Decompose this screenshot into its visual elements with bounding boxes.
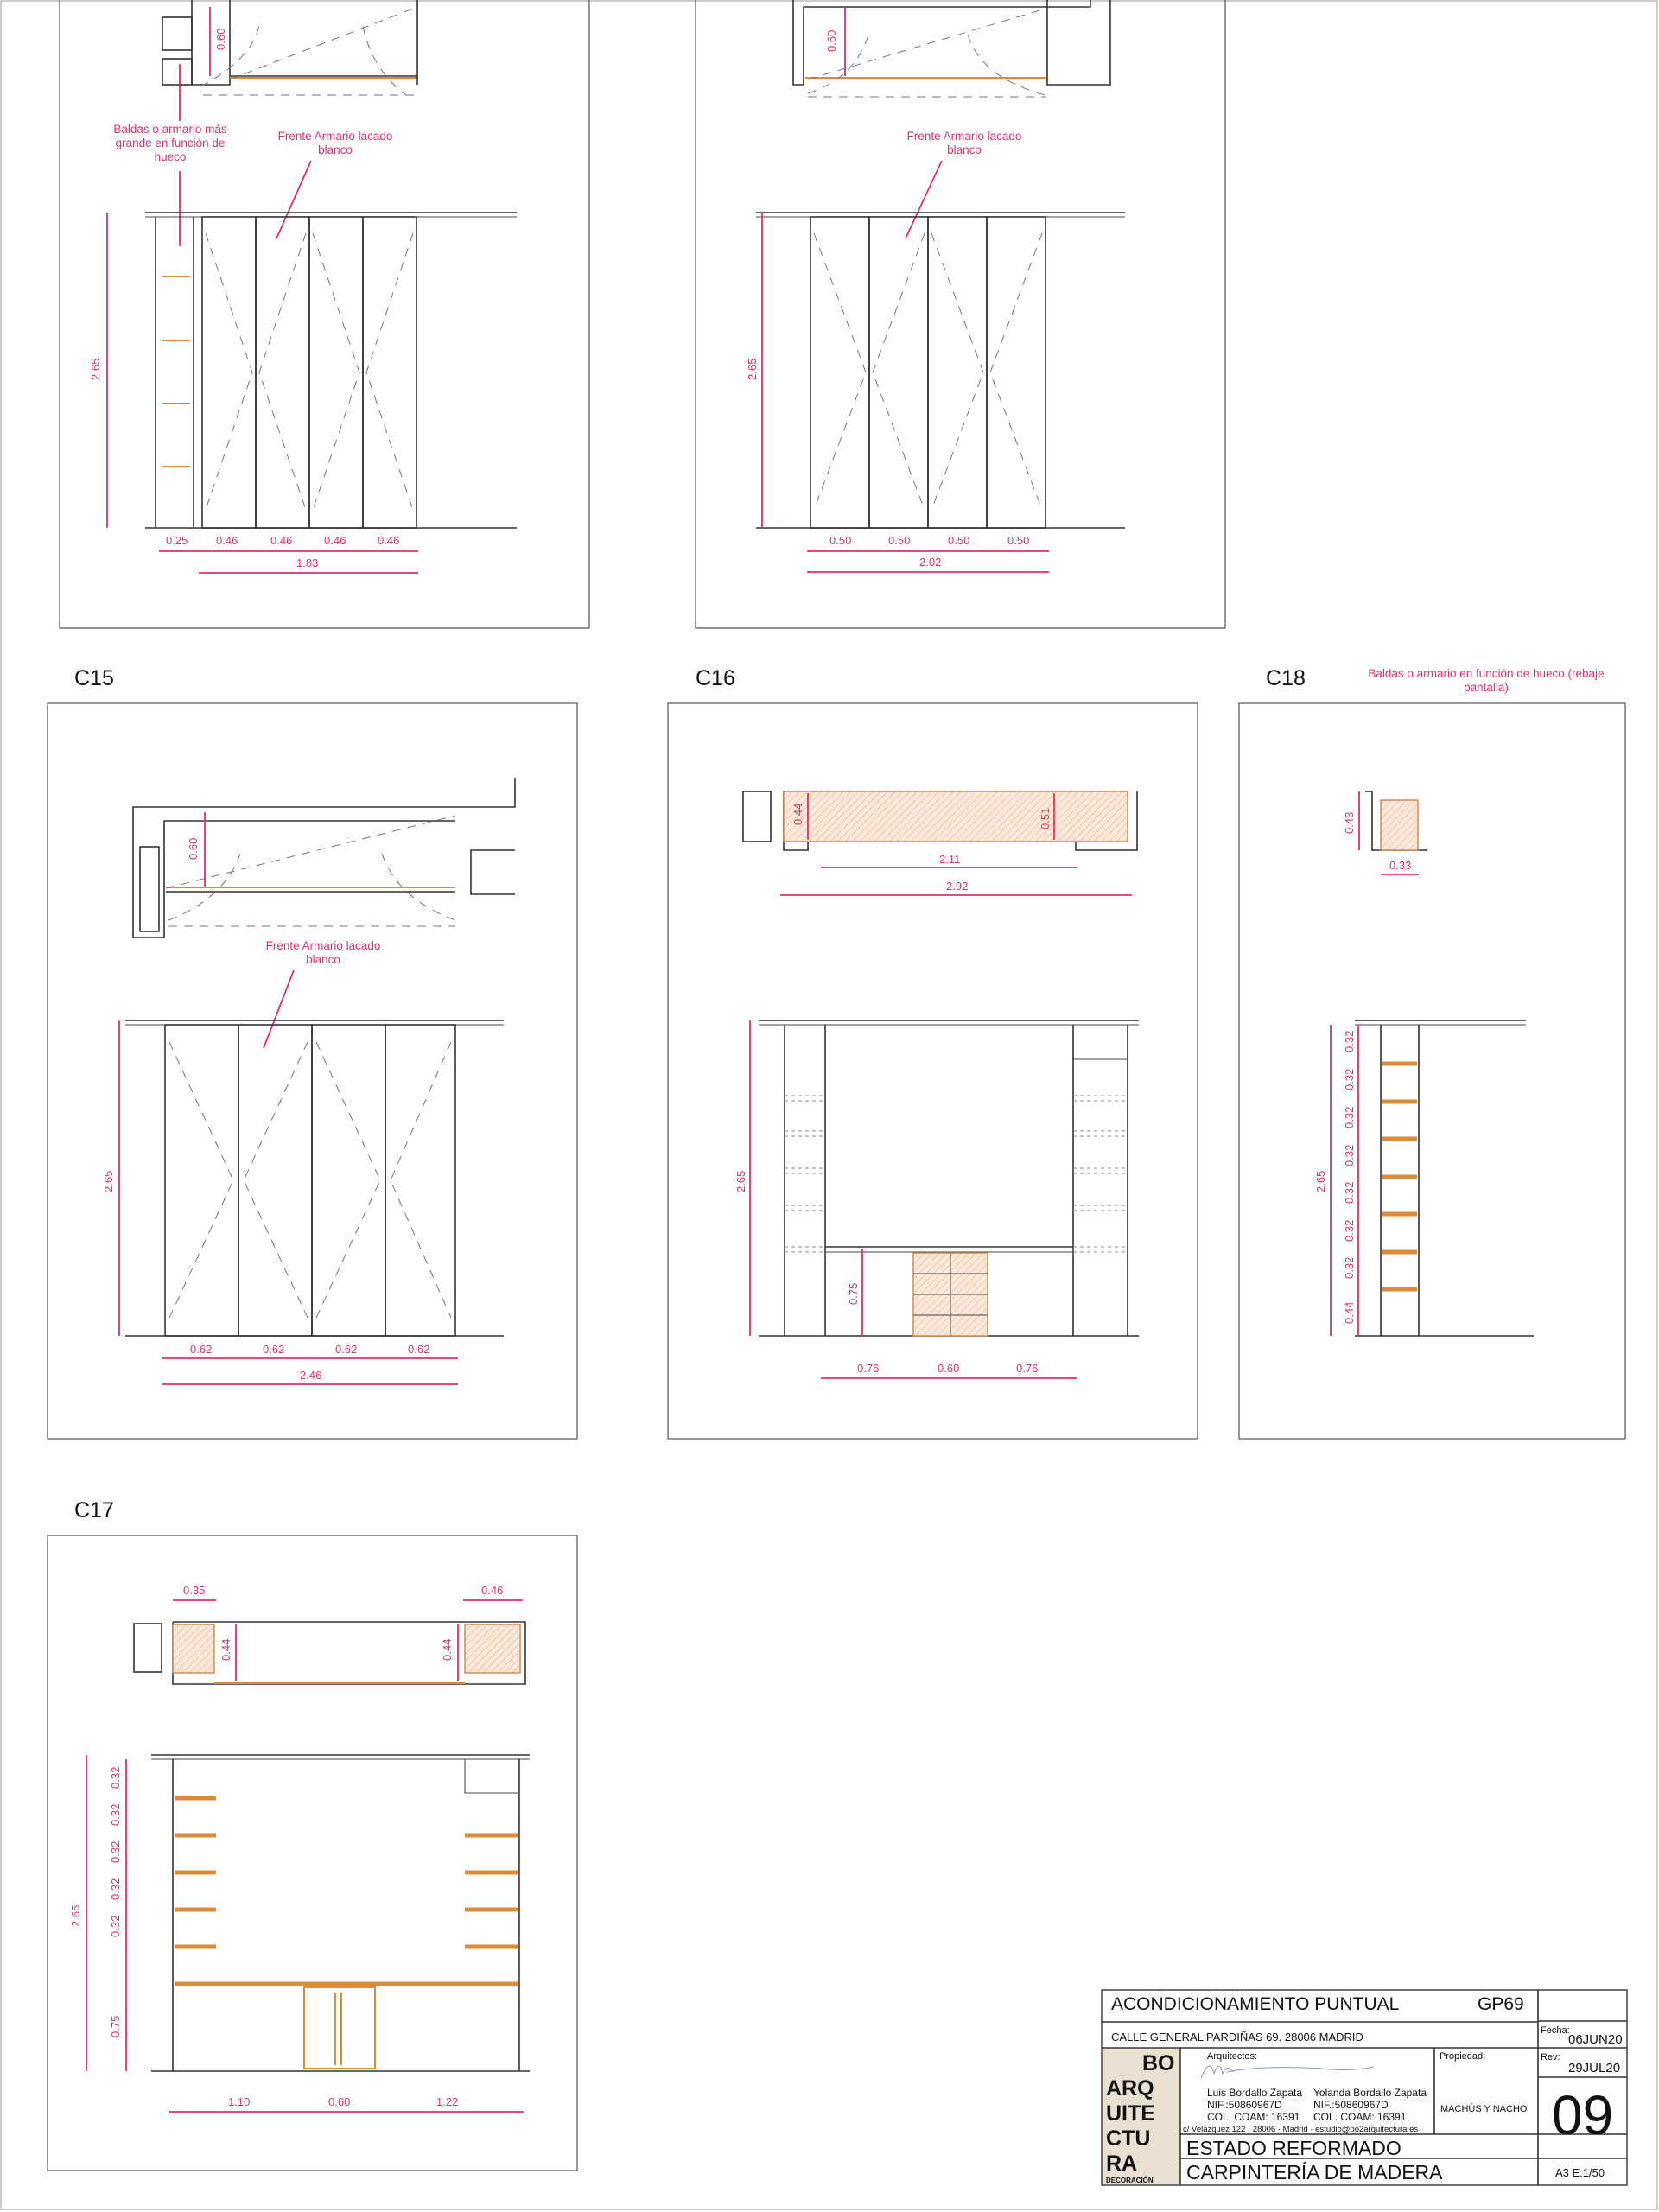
dimension-label: 0.44 [219, 1638, 232, 1661]
dimension-label: 0.62 [263, 1343, 285, 1356]
dimension-label: 0.50 [830, 534, 852, 547]
dimension-label: 0.60 [214, 28, 227, 50]
rev-label: Rev: [1541, 2052, 1560, 2063]
project-code: GP69 [1478, 1994, 1524, 2014]
dimension-label: 0.32 [109, 1803, 122, 1826]
svg-text:DECORACIÓN: DECORACIÓN [1106, 2177, 1154, 2184]
architect2-name: Yolanda Bordallo Zapata [1313, 2087, 1427, 2099]
drawing-subtitle: ESTADO REFORMADO [1186, 2137, 1402, 2159]
dimension-label: 2.65 [102, 1170, 115, 1192]
architect1-nif: NIF.:50860967D [1207, 2099, 1282, 2111]
dimension-label: 0.35 [183, 1584, 206, 1597]
dimension-label: 0.32 [1343, 1181, 1356, 1204]
panel-title: C16 [696, 666, 735, 690]
door-front [202, 217, 416, 528]
dimension-label: 0.75 [109, 2015, 122, 2037]
dimension-label: 0.76 [1016, 1362, 1039, 1375]
dimension-label: 0.32 [109, 1766, 122, 1789]
sheet-border [1, 1, 1657, 2209]
svg-text:UITE: UITE [1106, 2101, 1155, 2126]
dimension-label: 2.02 [919, 556, 942, 569]
panel-title: C18 [1266, 666, 1306, 690]
dimension-label: 0.50 [1007, 534, 1030, 547]
plan-hatch [1381, 800, 1418, 850]
panel-c15 [48, 666, 577, 1439]
plan-column [134, 1624, 162, 1672]
plan-column [162, 17, 192, 50]
dimension-label: 0.60 [187, 837, 200, 860]
dimension-label: 0.32 [1343, 1068, 1356, 1090]
note-label: blanco [318, 143, 353, 156]
dimension-label: 0.46 [216, 534, 238, 547]
dimension-label: 0.46 [481, 1584, 504, 1597]
architect1-col: COL. COAM: 16391 [1207, 2111, 1300, 2123]
panel-title: C17 [74, 1498, 114, 1522]
contact: c/ Velázquez 122 · 28006 · Madrid · estudio@bo2arquitectura.es [1183, 2125, 1419, 2134]
dimension-label: 0.75 [847, 1282, 860, 1305]
drawing-subtitle: CARPINTERÍA DE MADERA [1186, 2161, 1443, 2183]
note-label: Baldas o armario más [113, 123, 227, 136]
dimension-label: 2.65 [746, 358, 759, 380]
dimension-label: 0.32 [1343, 1256, 1356, 1279]
dimension-label: 0.62 [408, 1343, 430, 1356]
note-label: blanco [947, 143, 982, 156]
drawer-unit [304, 1987, 375, 2069]
note-label: pantalla) [1464, 681, 1509, 694]
panel-c16 [668, 666, 1198, 1439]
svg-text:ARQ: ARQ [1106, 2076, 1154, 2101]
dimension-label: 0.32 [1343, 1030, 1356, 1052]
address: CALLE GENERAL PARDIÑAS 69. 28006 MADRID [1111, 2031, 1363, 2044]
architect2-nif: NIF.:50860967D [1313, 2099, 1389, 2111]
arquitectos-label: Arquitectos: [1207, 2051, 1258, 2062]
plan-column [162, 59, 192, 85]
project-title: ACONDICIONAMIENTO PUNTUAL [1111, 1994, 1400, 2014]
dimension-label: 1.22 [436, 2095, 459, 2108]
dimension-label: 2.65 [734, 1170, 747, 1192]
dimension-label: 2.65 [89, 358, 102, 380]
dimension-label: 2.92 [946, 880, 969, 893]
plan-hatch [784, 791, 1128, 842]
dimension-label: 0.46 [378, 534, 400, 547]
dimension-label: 0.32 [109, 1840, 122, 1863]
dimension-label: 0.33 [1389, 859, 1412, 872]
dimension-label: 2.11 [939, 853, 961, 866]
fecha-label: Fecha: [1541, 2025, 1570, 2036]
dimension-label: 0.60 [825, 29, 838, 52]
dimension-label: 0.32 [109, 1915, 122, 1937]
dimension-label: 0.62 [335, 1343, 358, 1356]
svg-text:RA: RA [1106, 2152, 1138, 2176]
drawer-unit [913, 1253, 988, 1336]
dimension-label: 0.60 [328, 2095, 351, 2108]
fecha-value: 06JUN20 [1568, 2032, 1623, 2047]
dimension-label: 0.62 [190, 1343, 213, 1356]
title-block [1102, 1990, 1627, 2185]
svg-text:BO: BO [1142, 2051, 1175, 2075]
svg-text:CTU: CTU [1106, 2126, 1151, 2151]
dimension-label: 2.65 [1314, 1170, 1327, 1192]
note-label: Frente Armario lacado [265, 939, 381, 952]
dimension-label: 2.46 [300, 1369, 322, 1382]
plan-column [140, 847, 159, 931]
propiedad-value: MACHÚS Y NACHO [1440, 2104, 1528, 2114]
door-front [165, 1025, 455, 1336]
dimension-label: 1.83 [296, 556, 319, 569]
dimension-label: 0.76 [857, 1362, 880, 1375]
rev-value: 29JUL20 [1568, 2061, 1621, 2075]
note-label: hueco [154, 150, 187, 163]
dimension-label: 0.32 [1343, 1219, 1356, 1242]
sheet-number: 09 [1552, 2084, 1614, 2146]
panel-title: C15 [74, 666, 114, 690]
dimension-label: 0.51 [1039, 807, 1052, 830]
panel-frame [1239, 703, 1625, 1439]
dimension-label: 0.60 [938, 1362, 960, 1375]
plan-hatch [465, 1624, 520, 1673]
dimension-label: 1.10 [228, 2095, 251, 2108]
plan-hatch [173, 1624, 214, 1673]
panel-top-mid [696, 0, 1225, 628]
dimension-label: 0.46 [270, 534, 293, 547]
propiedad-label: Propiedad: [1440, 2051, 1486, 2062]
plan-column [743, 791, 771, 842]
dimension-label: 0.44 [791, 803, 804, 825]
note-label: Baldas o armario en función de hueco (rebaje [1368, 667, 1605, 680]
note-label: blanco [306, 953, 340, 966]
dimension-label: 0.32 [1343, 1106, 1356, 1128]
note-label: Frente Armario lacado [906, 130, 1022, 143]
dimension-label: 0.32 [109, 1878, 122, 1900]
dimension-label: 0.46 [324, 534, 346, 547]
architect1-name: Luis Bordallo Zapata [1207, 2087, 1303, 2099]
dimension-label: 2.65 [69, 1904, 82, 1927]
dimension-label: 0.32 [1343, 1144, 1356, 1166]
dimension-label: 0.50 [948, 534, 970, 547]
panel-top-left [60, 0, 589, 628]
note-label: grande en función de [115, 137, 226, 149]
note-label: Frente Armario lacado [277, 130, 393, 143]
scale-label: A3 E:1/50 [1555, 2166, 1605, 2179]
panel-c17 [48, 1498, 577, 2171]
door-front [810, 217, 1046, 528]
dimension-label: 0.43 [1343, 811, 1356, 834]
panel-c18 [1239, 666, 1625, 1439]
dimension-label: 0.44 [441, 1638, 454, 1661]
dimension-label: 0.25 [166, 534, 188, 547]
architect2-col: COL. COAM: 16391 [1313, 2111, 1407, 2123]
dimension-label: 0.50 [888, 534, 911, 547]
dimension-label: 0.44 [1343, 1301, 1356, 1324]
